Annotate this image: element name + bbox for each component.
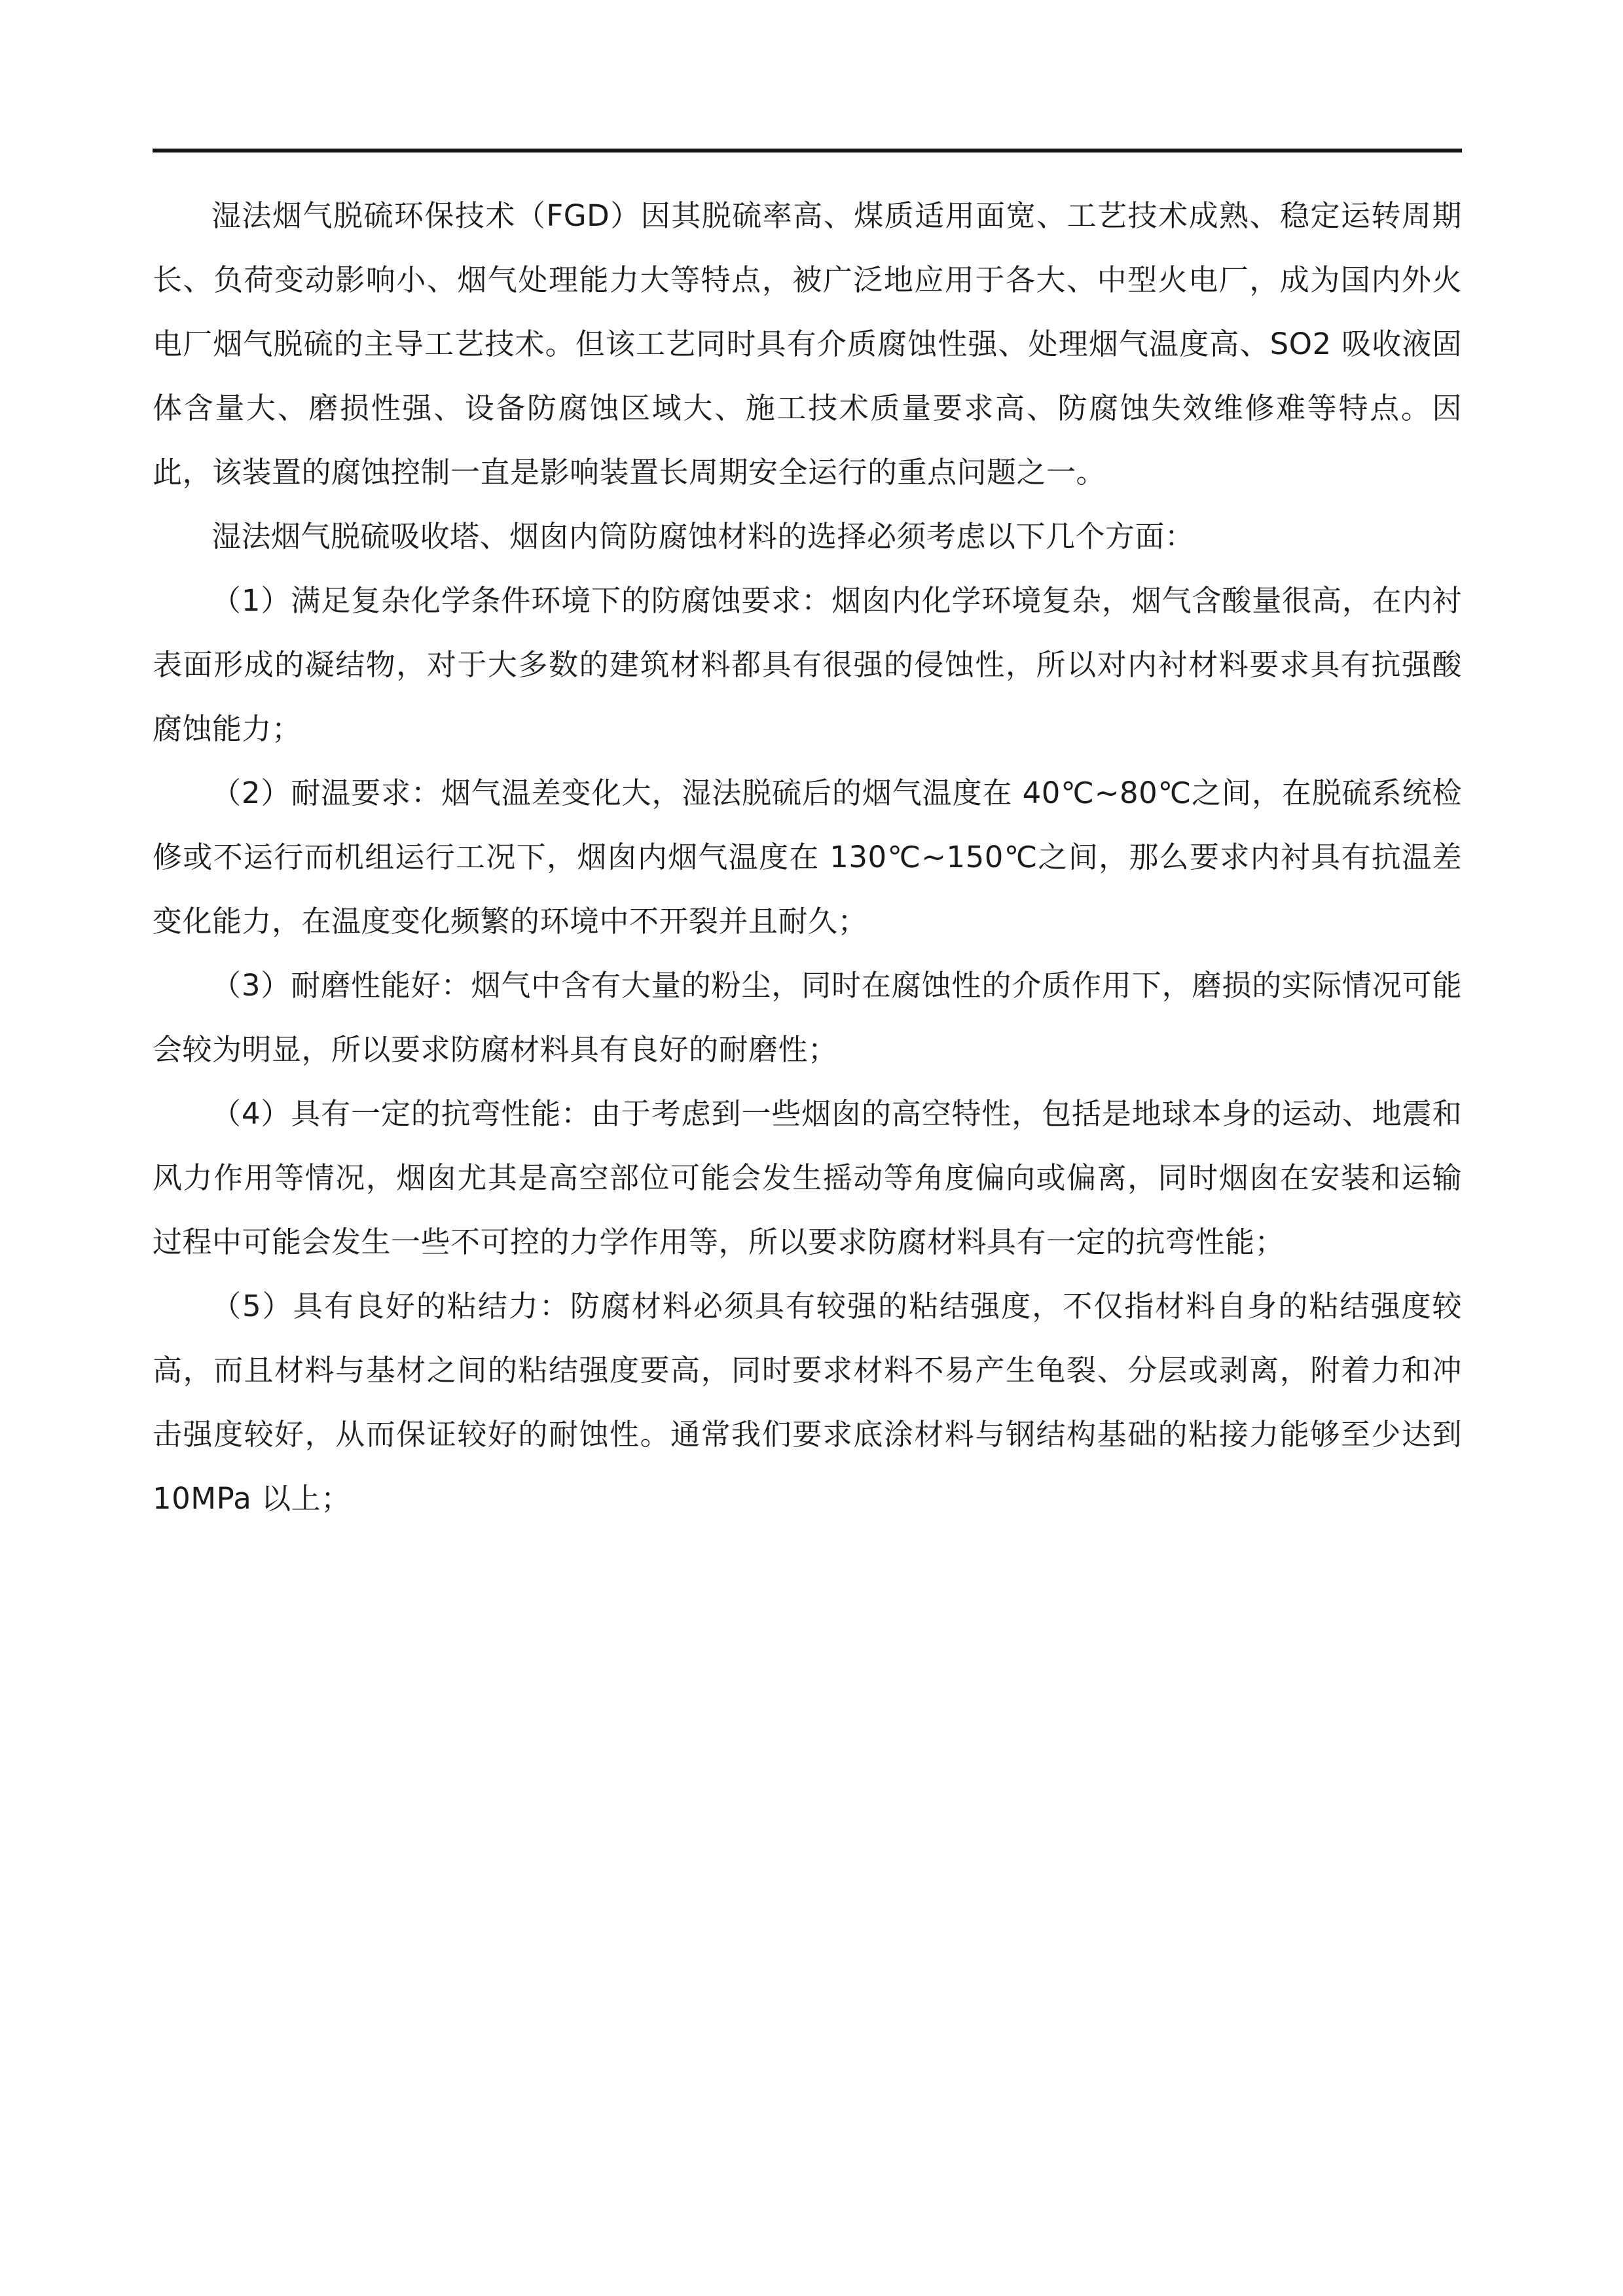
paragraph-item-3-wear-resistance: （3）耐磨性能好：烟气中含有大量的粉尘，同时在腐蚀性的介质作用下，磨损的实际情况可能会较为明显，所以要求防腐材料具有良好的耐磨性； bbox=[153, 968, 1462, 1067]
paragraph-item-5-adhesion: （5）具有良好的粘结力：防腐材料必须具有较强的粘结强度，不仅指材料自身的粘结强度较高，而且材料与基材之间的粘结强度要高，同时要求材料不易产生龟裂、分层或剥离，附着力和冲击强度较好，从而保证较好的耐蚀性。通常我们要求底涂材料与钢结构基础的粘接力能够至少达到 10MPa 以上； bbox=[153, 1289, 1462, 1516]
paragraph-fgd-intro: 湿法烟气脱硫环保技术（FGD）因其脱硫率高、煤质适用面宽、工艺技术成熟、稳定运转周期长、负荷变动影响小、烟气处理能力大等特点，被广泛地应用于各大、中型火电厂，成为国内外火电厂烟气脱硫的主导工艺技术。但该工艺同时具有介质腐蚀性强、处理烟气温度高、SO2 吸收液固体含量大、磨损性强、设备防腐蚀区域大、施工技术质量要求高、防腐蚀失效维修难等特点。因此，该装置的腐蚀控制一直是影响装置长周期安全运行的重点问题之一。 bbox=[153, 198, 1462, 490]
document-body bbox=[153, 184, 1462, 1531]
header-rule bbox=[153, 149, 1462, 152]
paragraph-item-2-temperature-resistance: （2）耐温要求：烟气温差变化大，湿法脱硫后的烟气温度在 40℃~80℃之间，在脱硫系统检修或不运行而机组运行工况下，烟囱内烟气温度在 130℃~150℃之间，那么要求内衬具有抗温差变化能力，在温度变化频繁的环境中不开裂并且耐久； bbox=[153, 776, 1462, 939]
paragraph-selection-lead: 湿法烟气脱硫吸收塔、烟囱内筒防腐蚀材料的选择必须考虑以下几个方面： bbox=[211, 519, 1195, 554]
paragraph-item-1-acid-resistance: （1）满足复杂化学条件环境下的防腐蚀要求：烟囱内化学环境复杂，烟气含酸量很高，在内衬表面形成的凝结物，对于大多数的建筑材料都具有很强的侵蚀性，所以对内衬材料要求具有抗强酸腐蚀能力； bbox=[153, 583, 1462, 746]
paragraph-item-4-bending-resistance: （4）具有一定的抗弯性能：由于考虑到一些烟囱的高空特性，包括是地球本身的运动、地震和风力作用等情况，烟囱尤其是高空部位可能会发生摇动等角度偏向或偏离，同时烟囱在安装和运输过程中可能会发生一些不可控的力学作用等，所以要求防腐材料具有一定的抗弯性能； bbox=[153, 1096, 1462, 1259]
